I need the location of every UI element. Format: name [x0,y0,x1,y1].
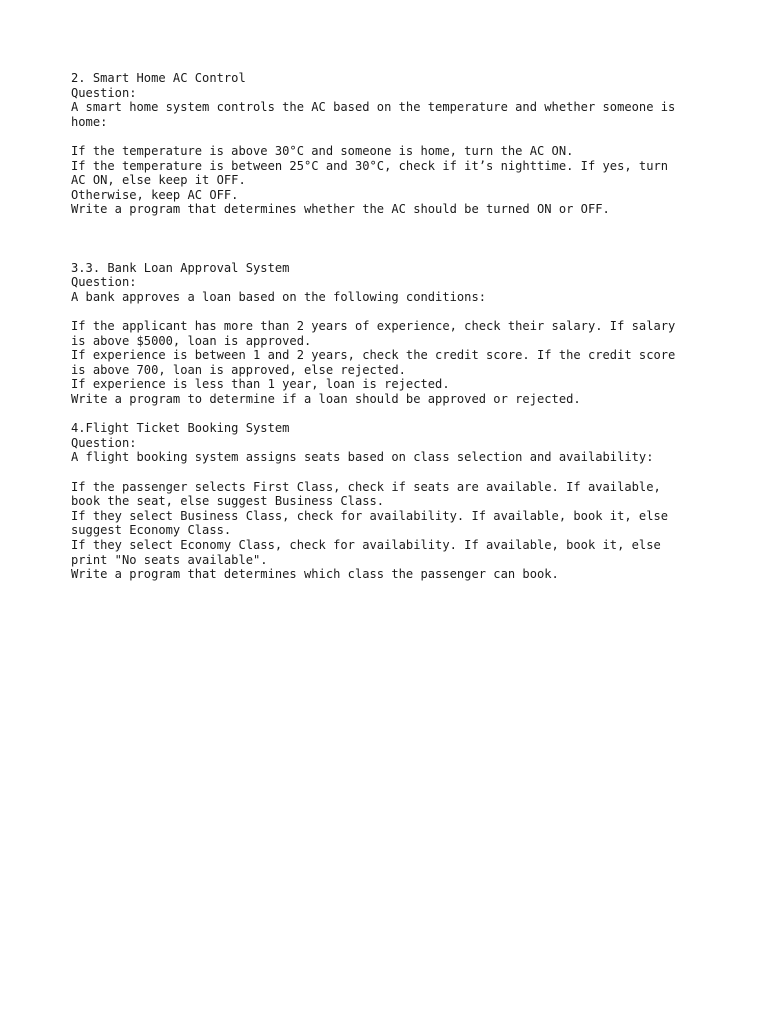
rule-line: Otherwise, keep AC OFF. [71,187,239,202]
section-title: 4.Flight Ticket Booking System [71,421,290,436]
rule-line: If experience is less than 1 year, loan is rejected. [71,377,450,392]
section-smart-home-ac [71,71,711,217]
intro-line: A bank approves a loan based on the following conditions: [71,289,487,304]
rule-line: is above $5000, loan is approved. [71,333,312,348]
intro-line: A flight booking system assigns seats based on class selection and availability: [71,450,654,465]
section-title: 2. Smart Home AC Control [71,71,246,85]
rule-line: If the applicant has more than 2 years of experience, check their salary. If salary [71,319,676,334]
document-page [71,71,711,582]
spacer [71,407,711,422]
rule-line: Write a program that determines which class the passenger can book. [71,567,559,582]
question-label: Question: [71,435,137,450]
intro-line: A smart home system controls the AC based on the temperature and whether someone is [71,100,676,115]
rule-line: If the passenger selects First Class, check if seats are available. If available, [71,479,661,494]
rule-line: If they select Business Class, check for availability. If available, book it, else [71,508,669,523]
section-flight-booking [71,421,711,582]
rule-line: If the temperature is between 25°C and 30°C, check if it’s nighttime. If yes, turn [71,158,669,173]
rule-line: If they select Economy Class, check for availability. If available, book it, else [71,538,661,553]
spacer [71,217,711,261]
section-bank-loan [71,261,711,407]
rule-line: If experience is between 1 and 2 years, check the credit score. If the credit score [71,348,676,363]
spacer [71,465,711,480]
spacer [71,305,711,320]
rule-line: Write a program that determines whether the AC should be turned ON or OFF. [71,202,610,217]
question-label: Question: [71,275,137,290]
intro-line: home: [71,114,108,129]
question-label: Question: [71,85,137,100]
rule-line: suggest Economy Class. [71,523,232,538]
section-title: 3.3. Bank Loan Approval System [71,260,290,275]
rule-line: AC ON, else keep it OFF. [71,173,246,188]
rule-line: Write a program to determine if a loan should be approved or rejected. [71,392,581,407]
rule-line: book the seat, else suggest Business Class. [71,494,385,509]
rule-line: print "No seats available". [71,552,268,567]
rule-line: is above 700, loan is approved, else rejected. [71,362,406,377]
spacer [71,129,711,144]
rule-line: If the temperature is above 30°C and someone is home, turn the AC ON. [71,143,574,158]
